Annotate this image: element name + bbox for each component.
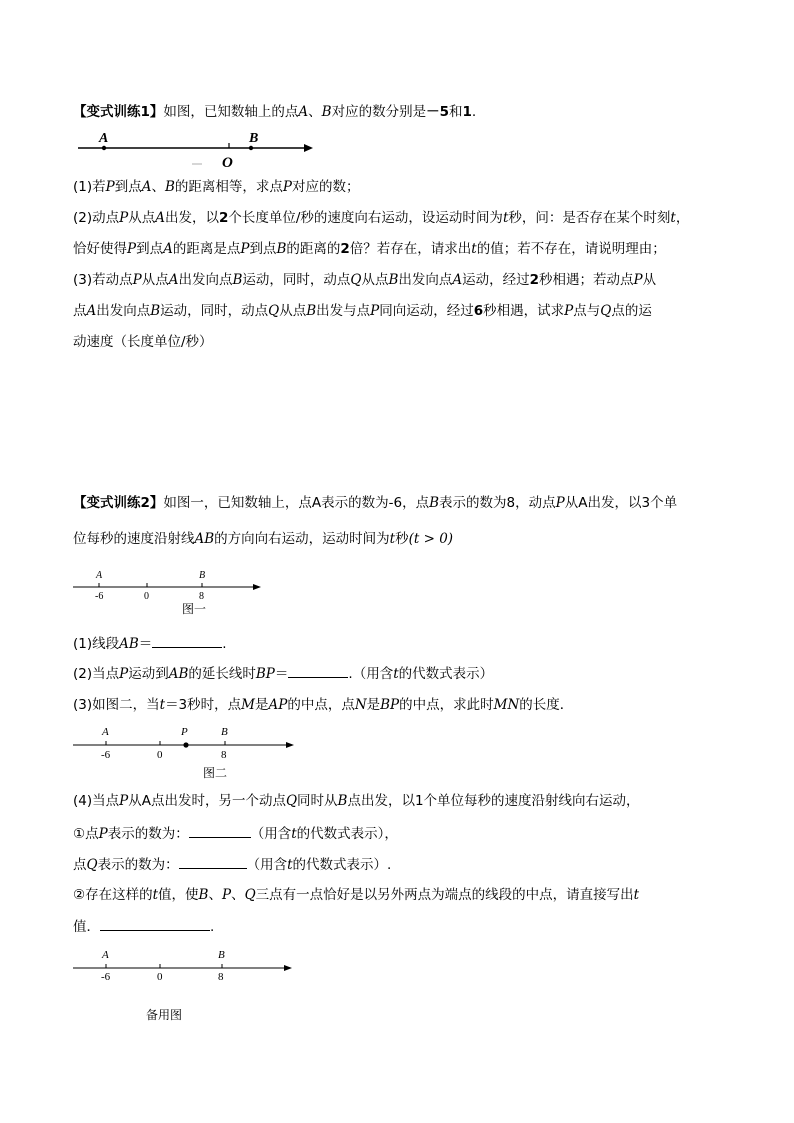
fig2-tick-label-o: 0 [157,749,163,761]
fig3-tick-label-o: 0 [157,971,163,983]
ex1-title: 【变式训练1】 [73,104,164,120]
fig2-tick-label-a: -6 [101,749,111,761]
fig2-caption: 图二 [203,766,228,780]
ex1-title-line: 【变式训练1】如图，已知数轴上的点A、B对应的数分别是－5和1. [73,104,477,120]
ex1-q3-line1: (3)若动点P从点A出发向点B运动，同时，动点Q从点B出发向点A运动，经过2秒相遇；若动点P从 [73,272,657,288]
fig3-label-a: A [102,949,109,961]
ex1-q2-line2: 恰好使得P到点A的距离是点P到点B的距离的2倍？若存在，请求出t的值；若不存在，请说明理由； [73,241,666,257]
ex2-q1: (1)线段AB＝ . [73,636,227,652]
fig3-caption: 备用图 [146,1008,183,1022]
ex2-q2: (2)当点P运动到AB的延长线时BP＝ .（用含t的代数式表示） [73,666,494,682]
ex1-label-b: B [249,131,259,146]
fig1-tick-label-a: -6 [95,591,104,602]
fig2-label-a: A [102,726,109,738]
fig2-tick-label-b: 8 [221,749,227,761]
ex1-q2-line1: (2)动点P从点A出发，以2个长度单位/秒的速度向右运动，设运动时间为t秒，问：是否存在某个时刻t， [73,210,690,226]
ex2-q3: (3)如图二，当t＝3秒时，点M是AP的中点，点N是BP的中点，求此时MN的长度． [73,697,574,713]
fig3-tick-label-b: 8 [218,971,224,983]
ex2-q4-sub1b: 点Q表示的数为： （用含t的代数式表示）. [73,857,392,873]
fig1-label-a: A [96,570,103,581]
ex2-q4-sub1: ①点P表示的数为： （用含t的代数式表示）， [73,826,398,842]
ex2-title-line: 【变式训练2】如图一，已知数轴上，点A表示的数为-6，点B表示的数为8，动点P从A出发，以3个单 [73,495,678,511]
fig3-tick-label-a: -6 [101,971,111,983]
fig1-caption: 图一 [182,602,207,616]
fig2-label-p: P [181,726,188,738]
fig1-tick-label-b: 8 [199,591,204,602]
ex1-label-a: A [99,131,109,146]
ex2-q4-line1: (4)当点P从A点出发时，另一个动点Q同时从B点出发，以1个单位每秒的速度沿射线向右运动， [73,793,640,809]
fig1-tick-label-o: 0 [144,591,149,602]
ex1-q3-line3: 动速度（长度单位/秒） [73,334,213,350]
fig2-label-b: B [221,726,228,738]
ex2-title: 【变式训练2】 [73,495,164,511]
fig3-axis-arrow [284,965,292,971]
fig1-label-b: B [199,570,206,581]
ex2-title-line2: 位每秒的速度沿射线AB的方向向右运动，运动时间为t秒(t > 0) [73,531,454,547]
ex2-q4-sub2: ②存在这样的t值，使B、P、Q三点有一点恰好是以另外两点为端点的线段的中点，请直接写出t [73,887,640,903]
ex1-q1: (1)若P到点A、B的距离相等，求点P对应的数； [73,179,360,195]
ex2-q4-sub2b: 值． . [73,919,215,935]
ex1-q3-line2: 点A出发向点B运动，同时，动点Q从点B出发与点P同向运动，经过6秒相遇，试求P点与Q点的运 [73,303,652,319]
fig3-label-b: B [218,949,225,961]
ex1-label-o: O [222,155,233,171]
